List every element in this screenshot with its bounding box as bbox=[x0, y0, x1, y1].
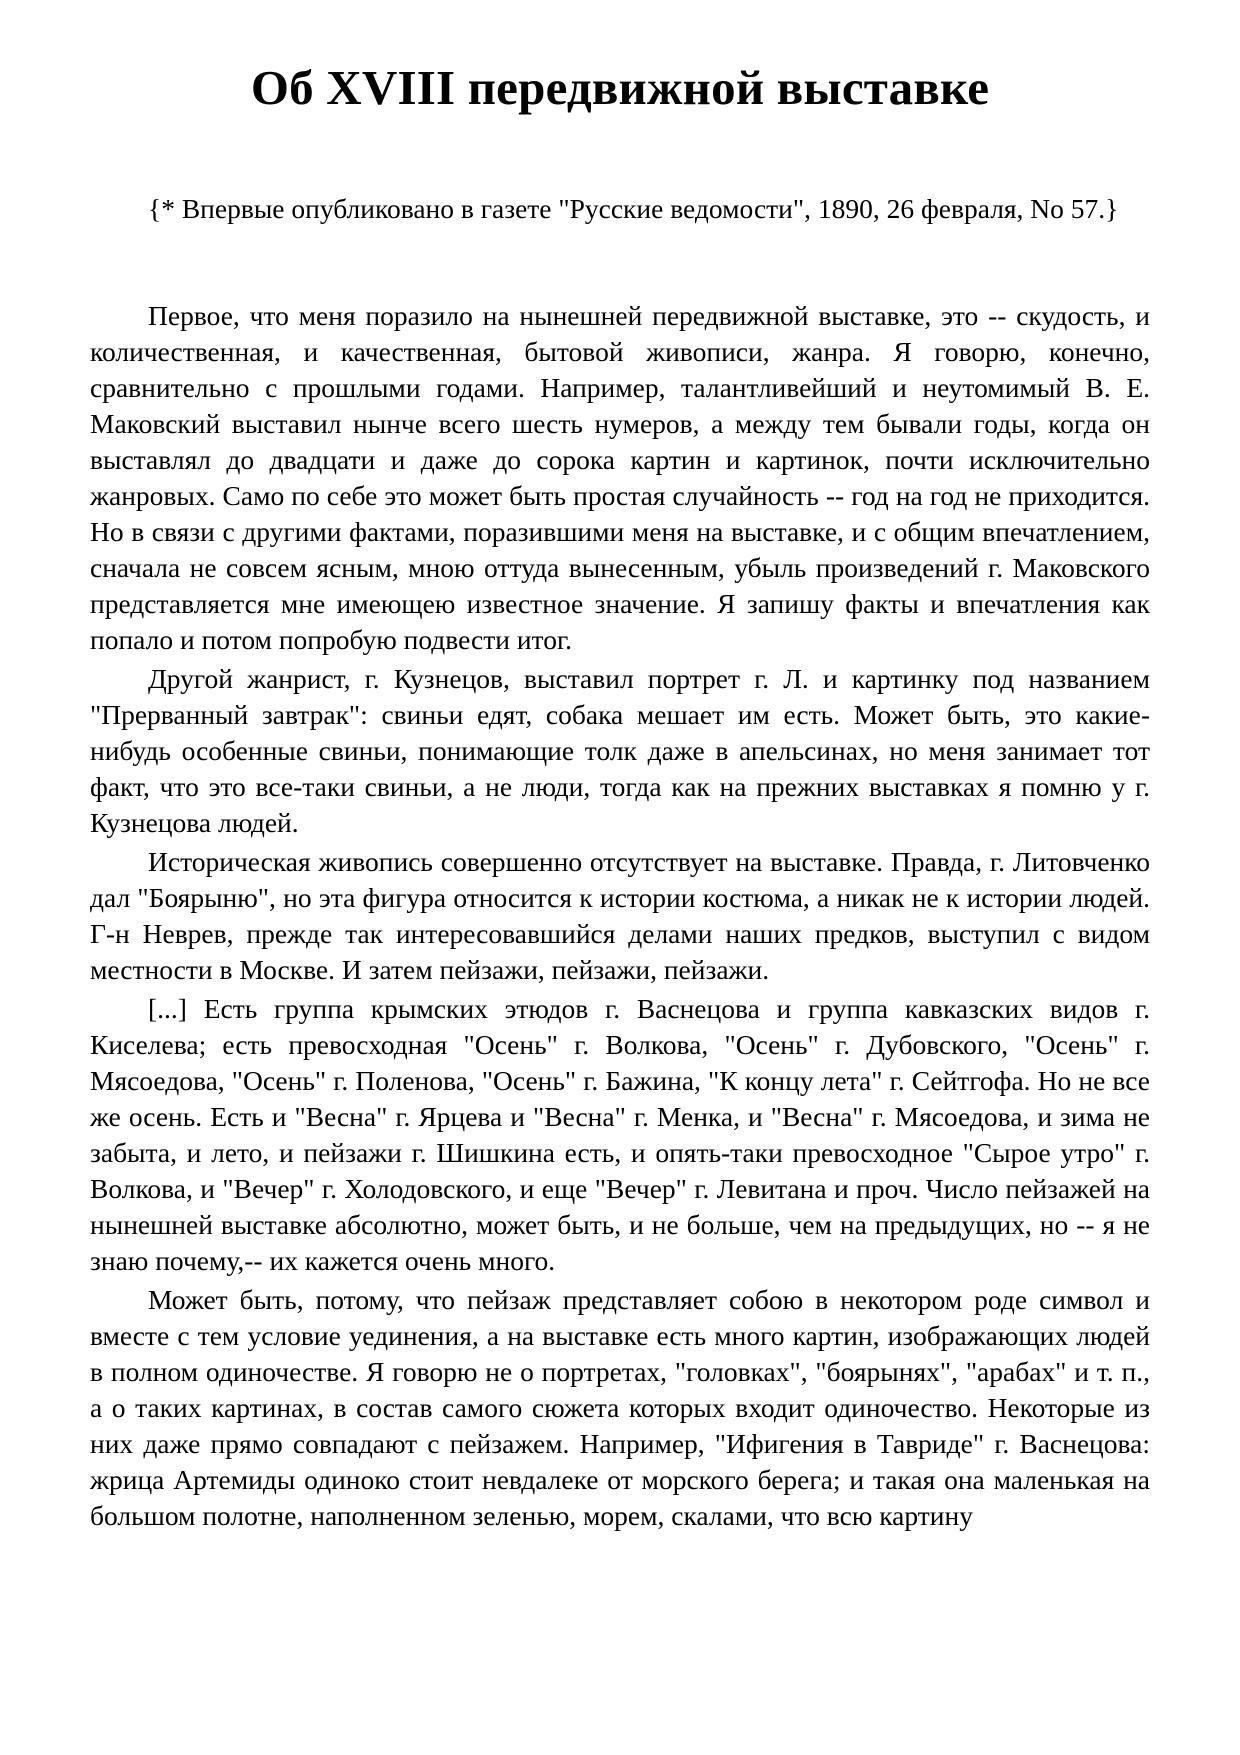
page-title: Об XVIII передвижной выставке bbox=[250, 60, 990, 115]
publication-note-block bbox=[90, 191, 1150, 227]
paragraph-5: Может быть, потому, что пейзаж представляет собою в некотором роде символ и вместе с тем условие уединения, а на выставке есть много картин, изображающих людей в полном одиночестве. Я говорю не о портретах, "головках", "боярынях", "арабах" и т. п., а о таких картинах, в состав самого сюжета которых входит одиночество. Некоторые из них даже прямо совпадают с пейзажем. Например, "Ифигения в Тавриде" г. Васнецова: жрица Артемиды одиноко стоит невдалеке от морского берега; и такая она маленькая на большом полотне, наполненном зеленью, морем, скалами, что всю картину bbox=[90, 1284, 1150, 1531]
publication-note: {* Впервые опубликовано в газете "Русские ведомости", 1890, 26 февраля, No 57.} bbox=[148, 193, 1119, 224]
paragraph-4: [...] Есть группа крымских этюдов г. Васнецова и группа кавказских видов г. Киселева; есть превосходная "Осень" г. Волкова, "Осень" г. Дубовского, "Осень" г. Мясоедова, "Осень" г. Поленова, "Осень" г. Бажина, "К концу лета" г. Сейтгофа. Но не все же осень. Есть и "Весна" г. Ярцева и "Весна" г. Менка, и "Весна" г. Мясоедова, и зима не забыта, и лето, и пейзажи г. Шишкина есть, и опять-таки превосходное "Сырое утро" г. Волкова, и "Вечер" г. Холодовского, и еще "Вечер" г. Левитана и проч. Число пейзажей на нынешней выставке абсолютно, может быть, и не больше, чем на предыдущих, но -- я не знаю почему,-- их кажется очень много. bbox=[90, 993, 1150, 1276]
paragraph-2: Другой жанрист, г. Кузнецов, выставил портрет г. Л. и картинку под названием "Прерванный завтрак": свиньи едят, собака мешает им есть. Может быть, это какие-нибудь особенные свиньи, понимающие толк даже в апельсинах, но меня занимает тот факт, что это все-таки свиньи, а не люди, тогда как на прежних выставках я помню у г. Кузнецова людей. bbox=[90, 663, 1150, 838]
article-body bbox=[90, 298, 1150, 1534]
paragraph-3: Историческая живопись совершенно отсутствует на выставке. Правда, г. Литовченко дал "Боярыню", но эта фигура относится к истории костюма, а никак не к истории людей. Г-н Неврев, прежде так интересовавшийся делами наших предков, выступил с видом местности в Москве. И затем пейзажи, пейзажи, пейзажи. bbox=[90, 846, 1150, 985]
paragraph-1: Первое, что меня поразило на нынешней передвижной выставке, это -- скудость, и количественная, и качественная, бытовой живописи, жанра. Я говорю, конечно, сравнительно с прошлыми годами. Например, талантливейший и неутомимый В. Е. Маковский выставил нынче всего шесть нумеров, а между тем бывали годы, когда он выставлял до двадцати и даже до сорока картин и картинок, почти исключительно жанровых. Само по себе это может быть простая случайность -- год на год не приходится. Но в связи с другими фактами, поразившими меня на выставке, и с общим впечатлением, сначала не совсем ясным, мною оттуда вынесенным, убыль произведений г. Маковского представляется мне имеющею известное значение. Я запишу факты и впечатления как попало и потом попробую подвести итог. bbox=[90, 300, 1150, 655]
